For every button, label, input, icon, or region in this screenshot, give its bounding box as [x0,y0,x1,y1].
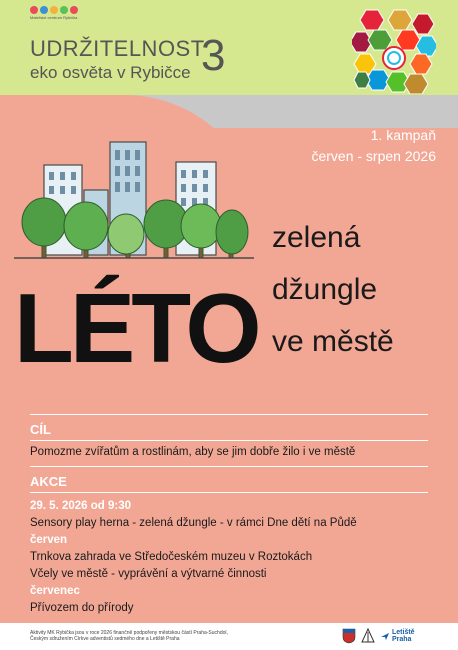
event-date: červen [30,534,68,546]
event-date: červenec [30,585,80,597]
event-text: Sensory play herna - zelená džungle - v rámci Dne dětí na Půdě [30,517,357,529]
footer-line-2: Českým sdružením Církve adventistů sedmého dne a Letiště Praha [30,636,180,642]
airport-logo [380,629,415,643]
tree-icon [22,198,66,246]
edition-number: 3 [201,31,226,80]
campaign-info [311,125,436,167]
goal-heading: CÍL [30,422,51,437]
divider [30,466,428,467]
campaign-number: 1. kampaň [370,127,436,143]
airport-name-1: Letiště [392,629,415,636]
goal-text: Pomozme zvířatům a rostlinám, aby se jim dobře žilo i ve městě [30,446,356,458]
tree-icon [108,214,144,254]
tree-icon [216,210,248,254]
sdg-goals-icon [352,8,436,94]
airport-name-2: Praha [392,636,412,643]
divider [30,414,428,415]
sponsor-logos [342,628,415,644]
suchdol-crest-icon [342,628,356,644]
tree-icon [64,202,108,250]
logo-text: Mateřské centrum Rybička [30,15,78,20]
tree-icon [181,204,221,248]
footer-text [30,630,300,642]
event-date: 29. 5. 2026 od 9:30 [30,500,132,512]
events-heading: AKCE [30,474,67,489]
city-trees-illustration [14,130,254,272]
divider [30,492,428,493]
event-text: Trnkova zahrada ve Středočeském muzeu v Roztokách [30,551,313,563]
slogan [272,212,394,368]
footer [0,623,458,650]
footer-line-1: Aktivity MK Rybička jsou v roce 2026 finančně podpořeny městskou částí Praha-Suchdol, [30,630,228,636]
event-text: Přívozem do přírody [30,602,134,614]
event-text: Včely ve městě - vyprávění a výtvarné činnosti [30,568,267,580]
page-title: UDRŽITELNOST [30,36,205,61]
page-subtitle: eko osvěta v Rybičce [30,63,191,82]
slogan-line-3: ve městě [272,325,394,358]
logo-dots-icon [30,6,80,14]
campaign-period: červen - srpen 2026 [311,148,436,164]
slogan-line-2: džungle [272,273,378,306]
org-logo [30,6,80,24]
adventist-logo-icon [361,628,375,644]
big-title: LÉTO [14,273,258,383]
divider [30,440,428,441]
airport-plane-icon [380,631,390,641]
slogan-line-1: zelená [272,221,361,254]
